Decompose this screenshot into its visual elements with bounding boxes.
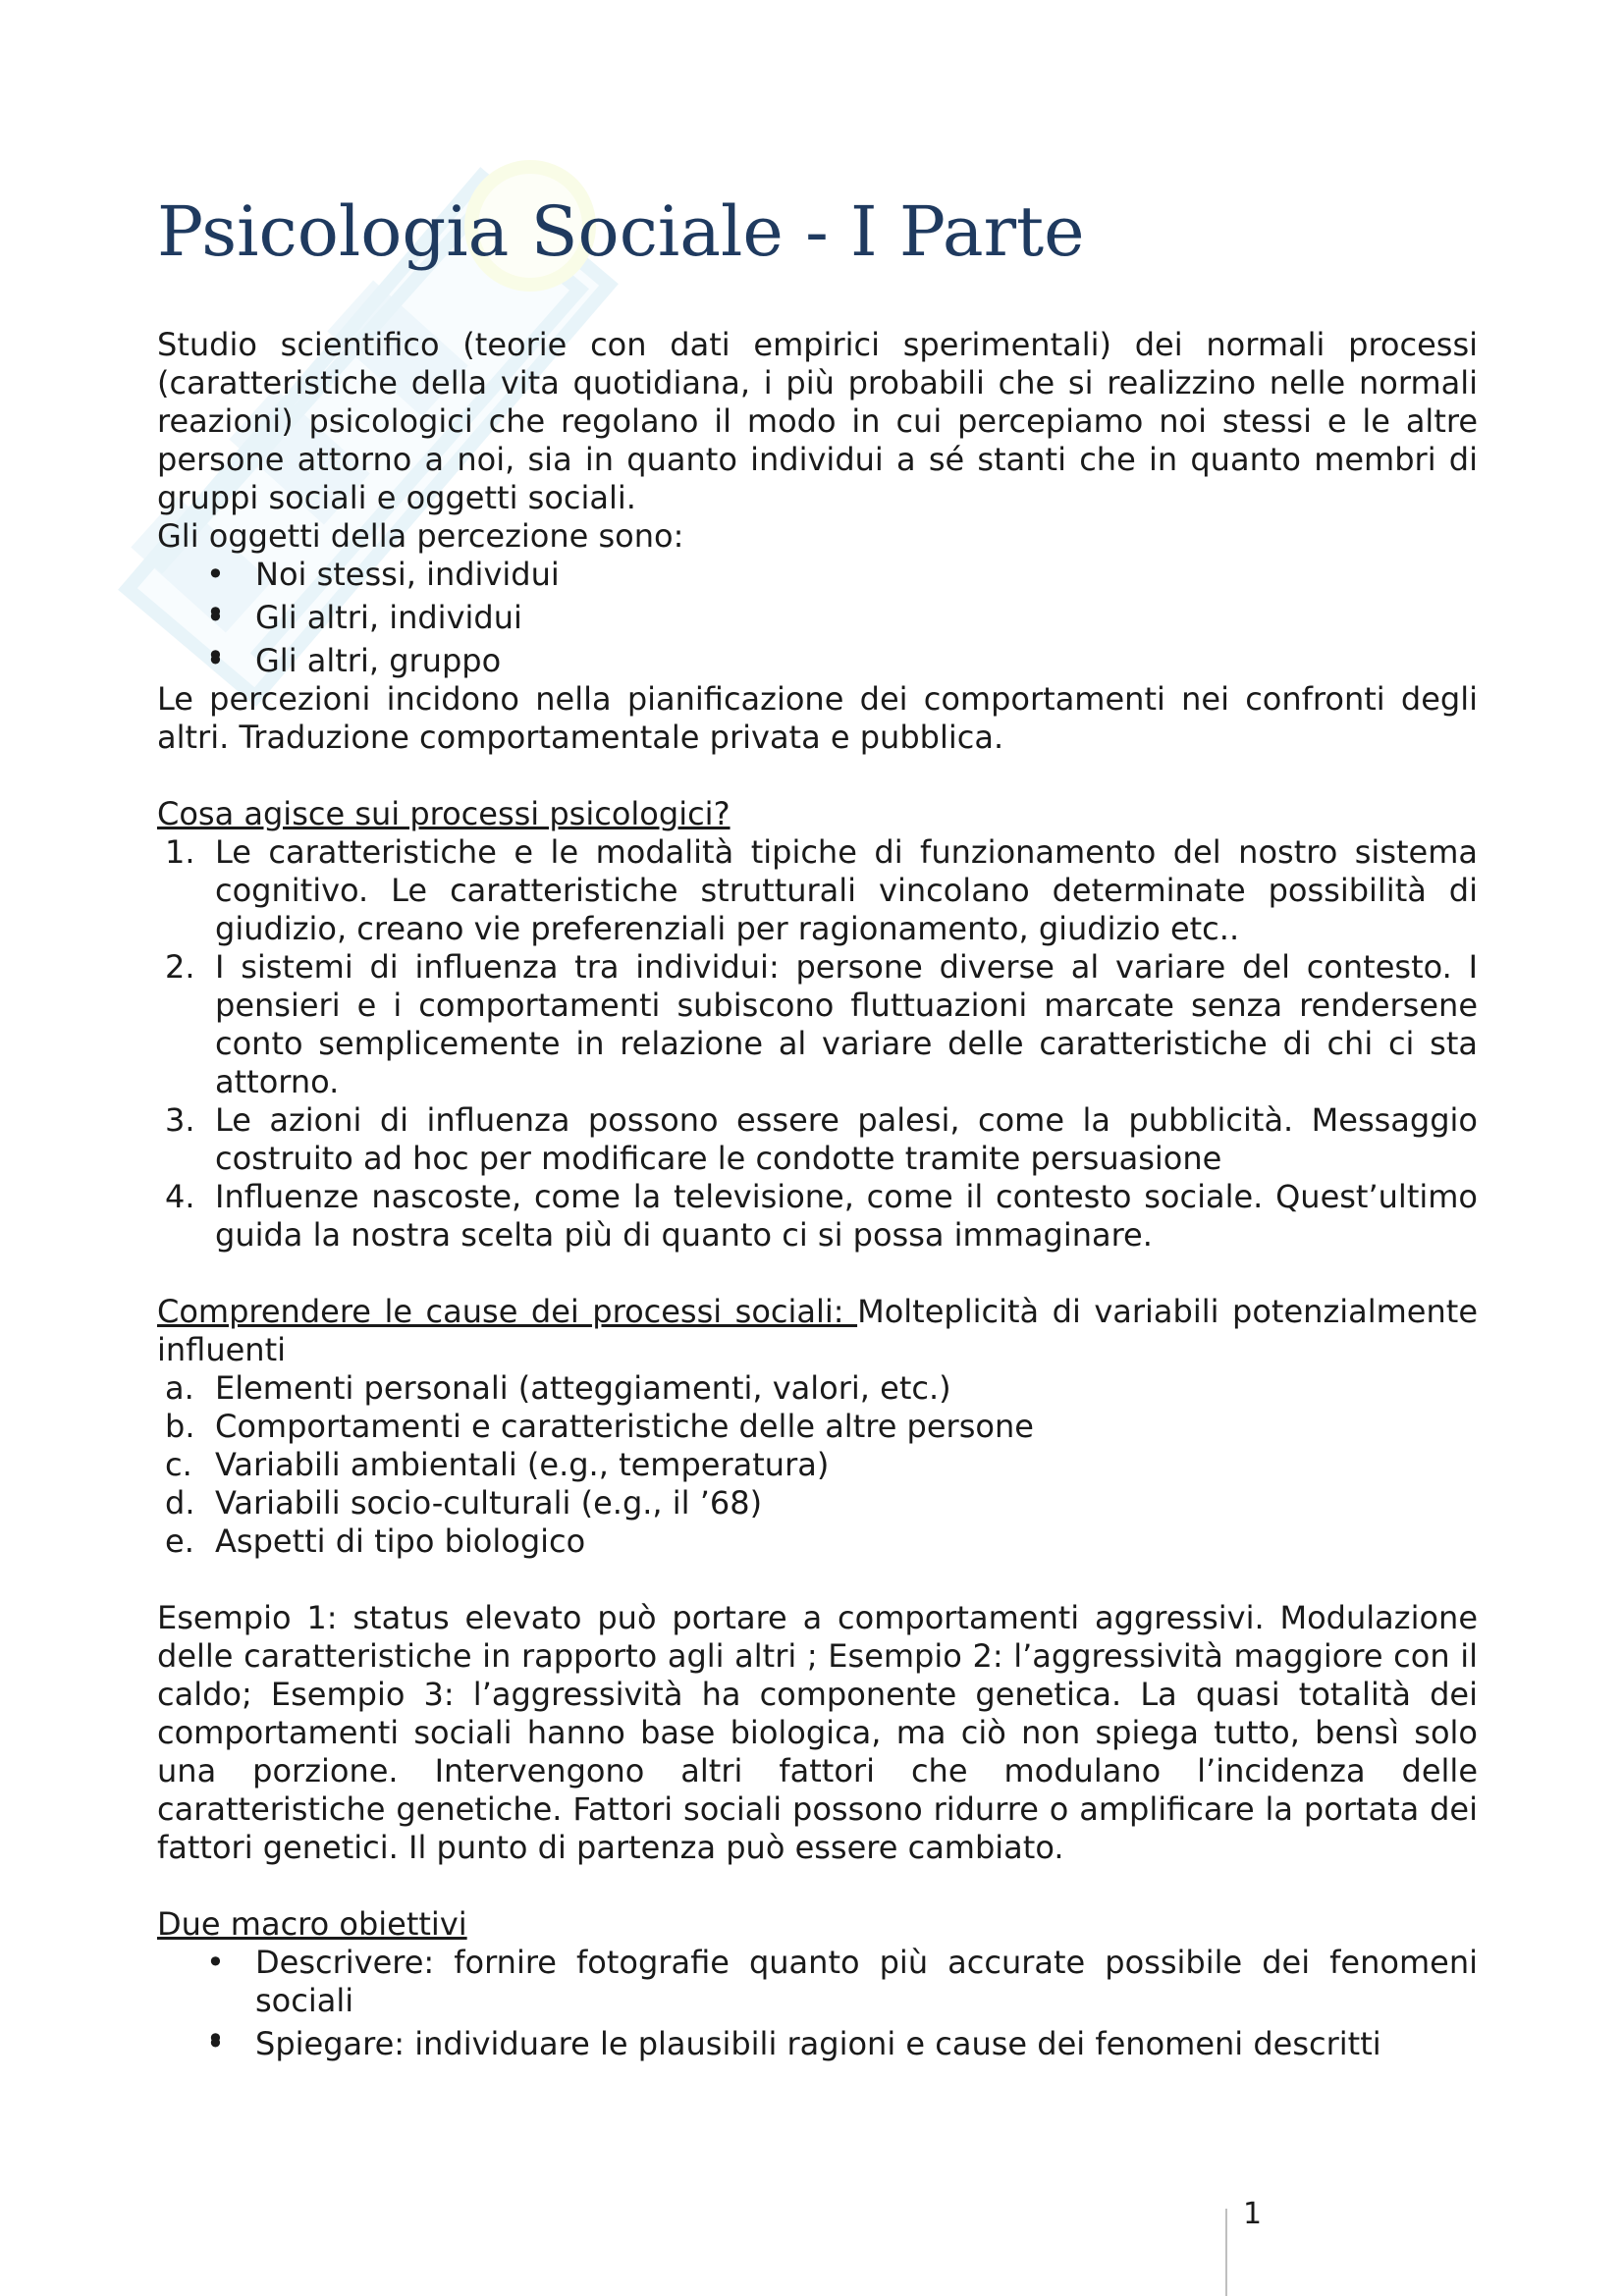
list-marker: b. [165,1408,195,1445]
list-item: • Noi stessi, individui [206,556,1478,594]
list-item [157,1522,1478,1561]
list-item-text: Variabili ambientali (e.g., temperatura) [215,1446,830,1483]
list-item [157,948,1478,1101]
list-item: • Gli altri, individui [206,599,1478,637]
list-marker: a. [165,1369,194,1407]
section2-lead [157,1293,1478,1369]
list-item-text: Aspetti di tipo biologico [215,1522,586,1560]
list-marker: 2. [165,948,195,986]
intro-paragraph: Studio scientifico (teorie con dati empirici sperimentali) dei normali processi (caratteristiche della vita quotidiana, i più probabili che si realizzino nelle normali reazioni) psicologici che regolano il modo in cui percepiamo noi stessi e le altre persone attorno a noi, sia in quanto individui a sé stanti che in quanto membri di gruppi sociali e oggetti sociali. [157,326,1478,516]
objects-lead: Gli oggetti della percezione sono: [157,517,684,555]
section2-heading: Comprendere le cause dei processi sociali: [157,1293,858,1330]
footer-divider [1225,2209,1227,2296]
list-item-text: Comportamenti e caratteristiche delle altre persone [215,1408,1034,1445]
list-item [157,833,1478,948]
list-item-text: I sistemi di influenza tra individui: persone diverse al variare del contesto. I pensieri e i comportamenti subiscono fluttuazioni marcate senza rendersene conto semplicemente in relazione al variare delle caratteristiche di chi ci sta attorno. [215,948,1478,1100]
document-body [157,188,1478,2063]
section2-list [157,1369,1478,1561]
page-title: Psicologia Sociale - I Parte [157,191,1085,272]
list-item [157,1446,1478,1484]
list-item [157,1369,1478,1408]
list-item-text: Variabili socio-culturali (e.g., il ’68) [215,1484,763,1522]
examples-paragraph: Esempio 1: status elevato può portare a comportamenti aggressivi. Modulazione delle caratteristiche in rapporto agli altri ; Esempio 2: l’aggressività maggiore con il caldo; Esempio 3: l’aggressività ha componente genetica. La quasi totalità dei comportamenti sociali hanno base biologica, ma ciò non spiega tutto, bensì solo una porzione. Intervengono altri fattori che modulano l’incidenza delle caratteristiche genetiche. Fattori sociali possono ridurre o amplificare la portata dei fattori genetici. Il punto di partenza può essere cambiato. [157,1599,1478,1866]
list-item-text: Le caratteristiche e le modalità tipiche di funzionamento del nostro sistema cognitivo. Le caratteristiche strutturali vincolano determinate possibilità di giudizio, creano vie preferenziali per ragionamento, giudizio etc.. [215,833,1478,947]
list-item [157,1484,1478,1522]
list-item: • Descrivere: fornire fotografie quanto più accurate possibile dei fenomeni sociali [206,1944,1478,2020]
list-marker: e. [165,1522,194,1560]
section3-list [157,1944,1478,2063]
section3-heading: Due macro obiettivi [157,1905,467,1943]
list-item-text: Elementi personali (atteggiamenti, valori, etc.) [215,1369,951,1407]
list-item [157,1408,1478,1446]
list-item-text: Influenze nascoste, come la televisione, come il contesto sociale. Quest’ultimo guida la nostra scelta più di quanto ci si possa immaginare. [215,1178,1478,1254]
section2-rest: Molteplicità di variabili potenzialmente influenti [157,1293,1478,1368]
list-item: • Spiegare: individuare le plausibili ragioni e cause dei fenomeni descritti [206,2025,1478,2063]
list-item-text: Le azioni di influenza possono essere palesi, come la pubblicità. Messaggio costruito ad hoc per modificare le condotte tramite persuasione [215,1101,1478,1177]
list-marker: c. [165,1446,192,1483]
list-marker: 4. [165,1178,195,1215]
list-item [157,1101,1478,1178]
page-number: 1 [1243,2197,1263,2231]
list-item: • Gli altri, gruppo [206,642,1478,680]
list-marker: 1. [165,833,195,871]
objects-list [157,556,1478,680]
perceptions-paragraph: Le percezioni incidono nella pianificazione dei comportamenti nei confronti degli altri. Traduzione comportamentale privata e pubblica. [157,680,1478,756]
section1-list [157,833,1478,1255]
list-item [157,1178,1478,1255]
list-marker: 3. [165,1101,195,1139]
list-marker: d. [165,1484,195,1522]
section1-heading: Cosa agisce sui processi psicologici? [157,795,730,832]
